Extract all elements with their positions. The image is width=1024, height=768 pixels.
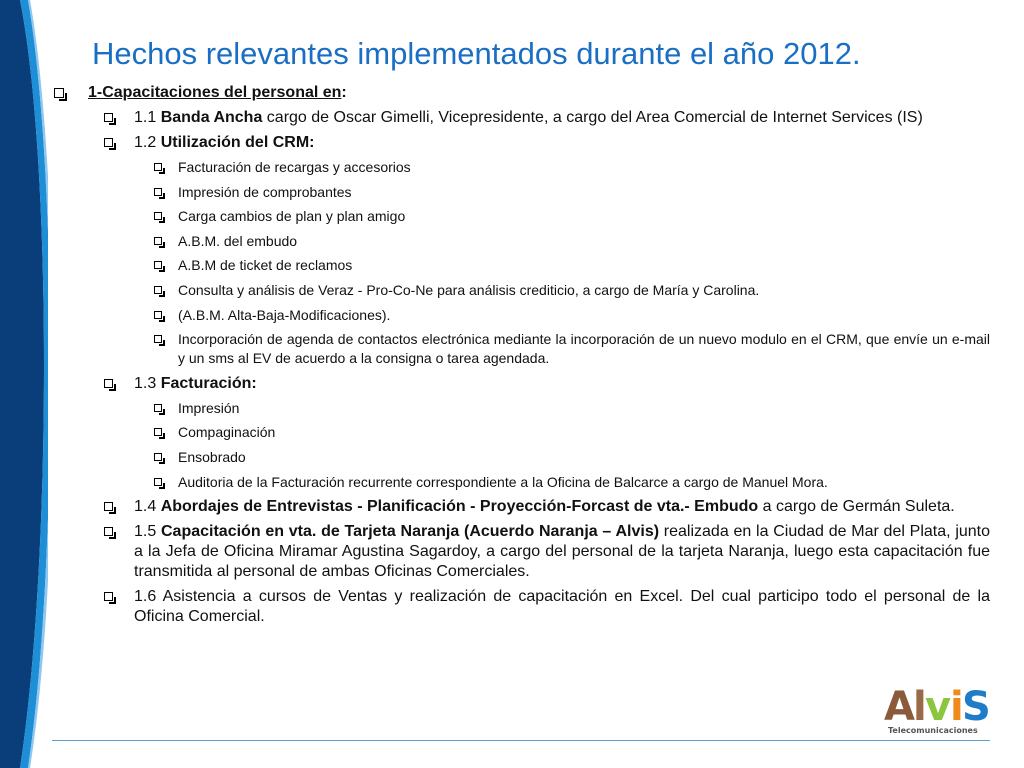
checkbox-bullet-icon (154, 261, 162, 269)
facturacion-list-item: Impresión (52, 399, 990, 418)
crm-list-item: (A.B.M. Alta-Baja-Modificaciones). (52, 306, 990, 325)
footer-divider (52, 740, 990, 741)
checkbox-bullet-icon (154, 286, 162, 294)
item-1-3-title: Facturación: (160, 374, 257, 392)
checkbox-bullet-icon (154, 335, 162, 343)
item-1-3: 1.3 Facturación: (52, 374, 990, 394)
checkbox-bullet-icon (104, 113, 113, 122)
item-1-5-title: Capacitación en vta. de Tarjeta Naranja (Acuerdo Naranja – Alvis) (161, 523, 660, 541)
logo-subtitle: Telecomunicaciones (888, 726, 978, 735)
section-1-label: 1-Capacitaciones del personal en (88, 84, 342, 101)
item-1-1: 1.1 Banda Ancha cargo de Oscar Gimelli, Vicepresidente, a cargo del Area Comercial de Internet Services (IS) (52, 108, 990, 128)
slide-title: Hechos relevantes implementados durante el año 2012. (92, 36, 861, 71)
checkbox-bullet-icon (154, 478, 162, 486)
crm-list-item: Incorporación de agenda de contactos electrónica mediante la incorporación de un nuevo modulo en el CRM, que envíe un e-mail y un sms al EV de acuerdo a la consigna o tarea agendada. (52, 330, 990, 368)
crm-list-item: Impresión de comprobantes (52, 183, 990, 202)
checkbox-bullet-icon (154, 311, 162, 319)
item-1-5: 1.5 Capacitación en vta. de Tarjeta Naranja (Acuerdo Naranja – Alvis) realizada en la Ciudad de Mar del Plata, junto a la Jefa de Oficina Miramar Agustina Sagardoy, a cargo del personal de la tarjeta Naranja, luego esta capacitación fue transmitida al personal de ambas Oficinas Comerciales. (52, 522, 990, 582)
checkbox-bullet-icon (154, 453, 162, 461)
checkbox-bullet-icon (104, 592, 113, 601)
crm-list-item: A.B.M. del embudo (52, 232, 990, 251)
logo-letter-v: v (925, 684, 952, 730)
section-1-heading: 1-Capacitaciones del personal en: (52, 82, 990, 104)
facturacion-list-item: Auditoria de la Facturación recurrente correspondiente a la Oficina de Balcarce a cargo de Manuel Mora. (52, 473, 990, 492)
logo-letter-a: A (884, 684, 915, 730)
logo-letter-s: S (962, 684, 991, 730)
checkbox-bullet-icon (154, 237, 162, 245)
logo-letter-i: i (950, 684, 964, 730)
logo-letter-l: l (913, 684, 927, 730)
checkbox-bullet-icon (54, 88, 64, 98)
checkbox-bullet-icon (104, 502, 113, 511)
crm-list-item: A.B.M de ticket de reclamos (52, 256, 990, 275)
slide-content (52, 82, 990, 632)
checkbox-bullet-icon (154, 212, 162, 220)
facturacion-list-item: Compaginación (52, 423, 990, 442)
item-1-1-title: Banda Ancha (160, 109, 263, 126)
left-decorative-band (0, 0, 48, 768)
facturacion-list-item: Ensobrado (52, 448, 990, 467)
checkbox-bullet-icon (154, 163, 162, 171)
item-1-6: 1.6 Asistencia a cursos de Ventas y realización de capacitación en Excel. Del cual participo todo el personal de la Oficina Comercial. (52, 587, 990, 627)
checkbox-bullet-icon (154, 404, 162, 412)
item-1-2: 1.2 Utilización del CRM: (52, 133, 990, 153)
checkbox-bullet-icon (104, 379, 113, 388)
alvis-logo (884, 684, 992, 736)
crm-list-item: Carga cambios de plan y plan amigo (52, 207, 990, 226)
item-1-4-title: Abordajes de Entrevistas - Planificación - Proyección-Forcast de vta.- Embudo (160, 498, 759, 516)
checkbox-bullet-icon (104, 527, 113, 536)
item-1-4: 1.4 Abordajes de Entrevistas - Planificación - Proyección-Forcast de vta.- Embudo a cargo de Germán Suleta. (52, 497, 990, 517)
checkbox-bullet-icon (104, 138, 113, 147)
crm-list-item: Facturación de recargas y accesorios (52, 158, 990, 177)
checkbox-bullet-icon (154, 188, 162, 196)
crm-list-item: Consulta y análisis de Veraz - Pro-Co-Ne para análisis crediticio, a cargo de María y Carolina. (52, 281, 990, 300)
item-1-2-title: Utilización del CRM: (160, 134, 315, 151)
checkbox-bullet-icon (154, 428, 162, 436)
